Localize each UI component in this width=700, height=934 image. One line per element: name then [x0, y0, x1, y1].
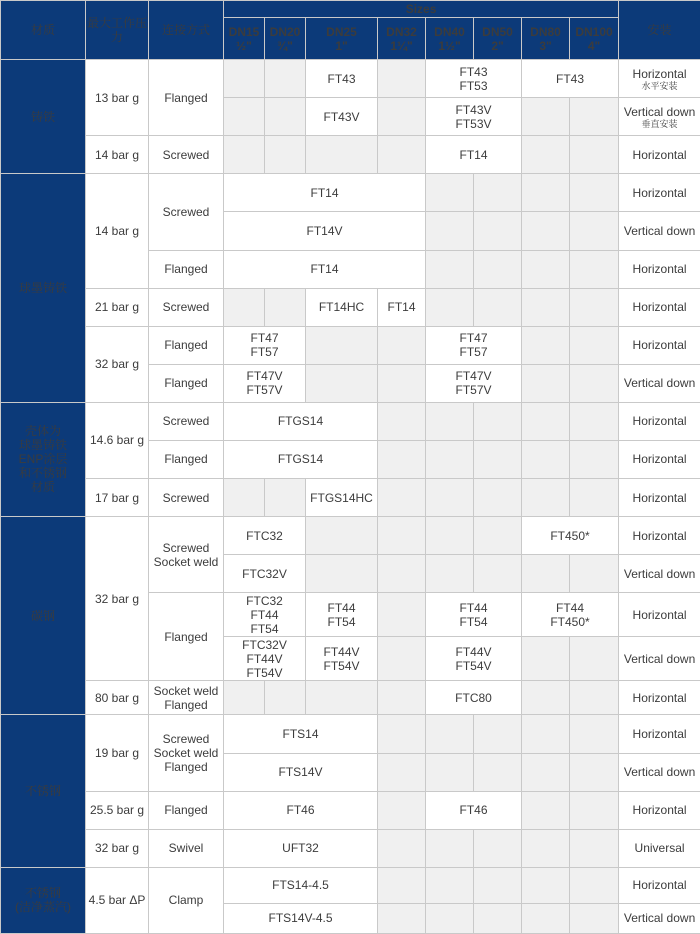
empty-cell	[378, 903, 426, 933]
install-cell: Horizontal	[619, 681, 700, 715]
empty-cell	[426, 402, 474, 440]
header-size-dn32: DN32 1¼"	[378, 18, 426, 60]
empty-cell	[378, 402, 426, 440]
model-cell: FTC32	[224, 517, 306, 555]
model-cell: FT43 FT53	[426, 60, 522, 98]
install-cell: Horizontal	[619, 136, 700, 174]
connection-cell: Flanged	[149, 326, 224, 364]
empty-cell	[378, 136, 426, 174]
header-size-dn15: DN15 ½"	[224, 18, 265, 60]
empty-cell	[306, 364, 378, 402]
pressure-cell: 19 bar g	[86, 715, 149, 791]
empty-cell	[570, 555, 619, 593]
empty-cell	[378, 791, 426, 829]
empty-cell	[265, 136, 306, 174]
empty-cell	[570, 753, 619, 791]
pressure-cell: 32 bar g	[86, 326, 149, 402]
table-row	[1, 326, 700, 364]
model-cell: FT43V	[306, 98, 378, 136]
model-cell: FTS14V-4.5	[224, 903, 378, 933]
table-row	[1, 715, 700, 753]
connection-cell: Screwed Socket weld Flanged	[149, 715, 224, 791]
empty-cell	[570, 829, 619, 867]
empty-cell	[570, 364, 619, 402]
empty-cell	[522, 174, 570, 212]
model-cell: FTGS14	[224, 440, 378, 478]
empty-cell	[306, 136, 378, 174]
model-cell: FTC80	[426, 681, 522, 715]
empty-cell	[570, 903, 619, 933]
empty-cell	[306, 517, 378, 555]
empty-cell	[378, 753, 426, 791]
empty-cell	[474, 555, 522, 593]
install-cell: Horizontal	[619, 478, 700, 516]
empty-cell	[522, 637, 570, 681]
model-cell: FT14	[224, 174, 426, 212]
connection-cell: Screwed	[149, 174, 224, 250]
empty-cell	[522, 250, 570, 288]
empty-cell	[378, 478, 426, 516]
install-cell: Vertical down	[619, 212, 700, 250]
table-row	[1, 517, 700, 555]
empty-cell	[474, 402, 522, 440]
install-cell: Universal	[619, 829, 700, 867]
install-cell: Horizontal	[619, 326, 700, 364]
empty-cell	[570, 402, 619, 440]
pressure-cell: 21 bar g	[86, 288, 149, 326]
install-cell: Vertical down	[619, 637, 700, 681]
empty-cell	[265, 681, 306, 715]
empty-cell	[570, 791, 619, 829]
table-row	[1, 867, 700, 903]
empty-cell	[265, 288, 306, 326]
empty-cell	[426, 555, 474, 593]
connection-cell: Flanged	[149, 250, 224, 288]
empty-cell	[224, 288, 265, 326]
model-cell: FTS14-4.5	[224, 867, 378, 903]
header-install: 安装	[619, 1, 700, 60]
install-cell: Horizontal	[619, 517, 700, 555]
header-connection: 连接方式	[149, 1, 224, 60]
model-cell: FT46	[224, 791, 378, 829]
connection-cell: Flanged	[149, 593, 224, 681]
empty-cell	[426, 715, 474, 753]
pressure-cell: 14.6 bar g	[86, 402, 149, 478]
empty-cell	[522, 903, 570, 933]
empty-cell	[378, 517, 426, 555]
empty-cell	[224, 136, 265, 174]
empty-cell	[522, 326, 570, 364]
install-cell: Vertical down	[619, 753, 700, 791]
install-cell: Horizontal	[619, 867, 700, 903]
empty-cell	[426, 212, 474, 250]
model-cell: FTGS14	[224, 402, 378, 440]
empty-cell	[265, 98, 306, 136]
empty-cell	[522, 681, 570, 715]
empty-cell	[224, 98, 265, 136]
pressure-cell: 4.5 bar ΔP	[86, 867, 149, 933]
header-size-dn40: DN40 1½"	[426, 18, 474, 60]
empty-cell	[522, 753, 570, 791]
connection-cell: Screwed	[149, 288, 224, 326]
install-cell: Vertical down	[619, 903, 700, 933]
connection-cell: Screwed Socket weld	[149, 517, 224, 593]
empty-cell	[570, 715, 619, 753]
pressure-cell: 14 bar g	[86, 174, 149, 288]
pressure-cell: 32 bar g	[86, 517, 149, 681]
connection-cell: Screwed	[149, 478, 224, 516]
model-cell: FT47 FT57	[224, 326, 306, 364]
model-cell: FT14V	[224, 212, 426, 250]
empty-cell	[522, 212, 570, 250]
empty-cell	[426, 250, 474, 288]
empty-cell	[224, 478, 265, 516]
empty-cell	[522, 867, 570, 903]
empty-cell	[522, 478, 570, 516]
empty-cell	[474, 715, 522, 753]
empty-cell	[378, 593, 426, 637]
install-cell: Horizontal	[619, 593, 700, 637]
empty-cell	[570, 440, 619, 478]
model-cell: FT47V FT57V	[426, 364, 522, 402]
empty-cell	[522, 555, 570, 593]
model-cell: FT46	[426, 791, 522, 829]
model-cell: FT43	[522, 60, 619, 98]
empty-cell	[474, 753, 522, 791]
connection-cell: Flanged	[149, 791, 224, 829]
install-cell: Horizontal	[619, 288, 700, 326]
empty-cell	[474, 829, 522, 867]
empty-cell	[570, 250, 619, 288]
connection-cell: Screwed	[149, 136, 224, 174]
empty-cell	[306, 326, 378, 364]
empty-cell	[426, 867, 474, 903]
model-cell: FT44V FT54V	[426, 637, 522, 681]
empty-cell	[522, 440, 570, 478]
empty-cell	[570, 681, 619, 715]
empty-cell	[426, 903, 474, 933]
connection-cell: Socket weld Flanged	[149, 681, 224, 715]
empty-cell	[474, 288, 522, 326]
material-cast-iron: 铸铁	[1, 60, 86, 174]
empty-cell	[474, 478, 522, 516]
model-cell: FT43	[306, 60, 378, 98]
install-cell: Vertical down	[619, 555, 700, 593]
table-row	[1, 681, 700, 715]
table-row	[1, 174, 700, 212]
install-cell: Horizontal	[619, 791, 700, 829]
empty-cell	[426, 753, 474, 791]
empty-cell	[522, 715, 570, 753]
install-cell: Vertical down 垂直安装	[619, 98, 700, 136]
empty-cell	[570, 288, 619, 326]
empty-cell	[474, 903, 522, 933]
model-cell: FT44 FT54	[306, 593, 378, 637]
model-cell: FTC32V FT44V FT54V	[224, 637, 306, 681]
install-cell: Horizontal 水平安装	[619, 60, 700, 98]
table-row	[1, 60, 700, 98]
model-cell: FT450*	[522, 517, 619, 555]
empty-cell	[426, 174, 474, 212]
model-cell: FT44V FT54V	[306, 637, 378, 681]
pressure-cell: 14 bar g	[86, 136, 149, 174]
header-size-dn20: DN20 ¾"	[265, 18, 306, 60]
pressure-cell: 13 bar g	[86, 60, 149, 136]
empty-cell	[570, 98, 619, 136]
empty-cell	[426, 288, 474, 326]
table-row	[1, 136, 700, 174]
install-cell: Horizontal	[619, 250, 700, 288]
connection-cell: Flanged	[149, 440, 224, 478]
empty-cell	[265, 478, 306, 516]
header-sizes: Sizes	[224, 1, 619, 18]
model-cell: FTC32V	[224, 555, 306, 593]
model-cell: FT14	[378, 288, 426, 326]
connection-cell: Flanged	[149, 60, 224, 136]
empty-cell	[378, 98, 426, 136]
empty-cell	[426, 829, 474, 867]
table-row	[1, 829, 700, 867]
empty-cell	[426, 440, 474, 478]
header-size-dn50: DN50 2"	[474, 18, 522, 60]
empty-cell	[378, 326, 426, 364]
empty-cell	[378, 867, 426, 903]
install-cell: Horizontal	[619, 402, 700, 440]
pressure-cell: 32 bar g	[86, 829, 149, 867]
empty-cell	[522, 402, 570, 440]
empty-cell	[426, 517, 474, 555]
header-size-dn100: DN100 4"	[570, 18, 619, 60]
pressure-cell: 25.5 bar g	[86, 791, 149, 829]
model-cell: FT43V FT53V	[426, 98, 522, 136]
install-cell: Horizontal	[619, 174, 700, 212]
material-stainless: 不锈钢	[1, 715, 86, 867]
empty-cell	[378, 60, 426, 98]
empty-cell	[474, 517, 522, 555]
connection-cell: Swivel	[149, 829, 224, 867]
empty-cell	[522, 288, 570, 326]
empty-cell	[378, 681, 426, 715]
empty-cell	[522, 829, 570, 867]
connection-cell: Screwed	[149, 402, 224, 440]
install-cell: Horizontal	[619, 440, 700, 478]
empty-cell	[378, 637, 426, 681]
header-row	[1, 1, 700, 18]
empty-cell	[378, 555, 426, 593]
empty-cell	[224, 60, 265, 98]
model-cell: FT44 FT54	[426, 593, 522, 637]
empty-cell	[570, 136, 619, 174]
empty-cell	[522, 136, 570, 174]
model-cell: FTS14	[224, 715, 378, 753]
material-ductile-iron: 球墨铸铁	[1, 174, 86, 402]
empty-cell	[378, 364, 426, 402]
model-cell: FT47V FT57V	[224, 364, 306, 402]
table-row	[1, 402, 700, 440]
empty-cell	[378, 829, 426, 867]
pressure-cell: 80 bar g	[86, 681, 149, 715]
empty-cell	[570, 867, 619, 903]
model-cell: FT47 FT57	[426, 326, 522, 364]
table-row	[1, 288, 700, 326]
model-cell: FTGS14HC	[306, 478, 378, 516]
connection-cell: Flanged	[149, 364, 224, 402]
empty-cell	[474, 867, 522, 903]
model-cell: FT14	[224, 250, 426, 288]
empty-cell	[474, 440, 522, 478]
material-carbon-steel: 碳钢	[1, 517, 86, 715]
table-row	[1, 478, 700, 516]
empty-cell	[522, 791, 570, 829]
empty-cell	[378, 440, 426, 478]
header-pressure: 最大工作压力	[86, 1, 149, 60]
empty-cell	[522, 98, 570, 136]
model-cell: FT14	[426, 136, 522, 174]
empty-cell	[570, 326, 619, 364]
empty-cell	[474, 250, 522, 288]
empty-cell	[522, 364, 570, 402]
empty-cell	[224, 681, 265, 715]
empty-cell	[265, 60, 306, 98]
table-row	[1, 791, 700, 829]
model-cell: FTS14V	[224, 753, 378, 791]
install-cell: Horizontal	[619, 715, 700, 753]
connection-cell: Clamp	[149, 867, 224, 933]
header-size-dn80: DN80 3"	[522, 18, 570, 60]
model-cell: UFT32	[224, 829, 378, 867]
model-cell: FTC32 FT44 FT54	[224, 593, 306, 637]
empty-cell	[306, 681, 378, 715]
empty-cell	[570, 212, 619, 250]
empty-cell	[570, 637, 619, 681]
empty-cell	[474, 212, 522, 250]
empty-cell	[570, 478, 619, 516]
empty-cell	[474, 174, 522, 212]
empty-cell	[378, 715, 426, 753]
empty-cell	[570, 174, 619, 212]
empty-cell	[426, 478, 474, 516]
model-cell: FT44 FT450*	[522, 593, 619, 637]
material-enp-coated: 壳体为 球墨铸铁 ENP涂层 和不锈钢 材质	[1, 402, 86, 516]
header-material: 材质	[1, 1, 86, 60]
install-cell: Vertical down	[619, 364, 700, 402]
material-stainless-clean-steam: 不锈钢 (洁净蒸汽)	[1, 867, 86, 933]
header-size-dn25: DN25 1"	[306, 18, 378, 60]
pressure-cell: 17 bar g	[86, 478, 149, 516]
model-cell: FT14HC	[306, 288, 378, 326]
empty-cell	[306, 555, 378, 593]
